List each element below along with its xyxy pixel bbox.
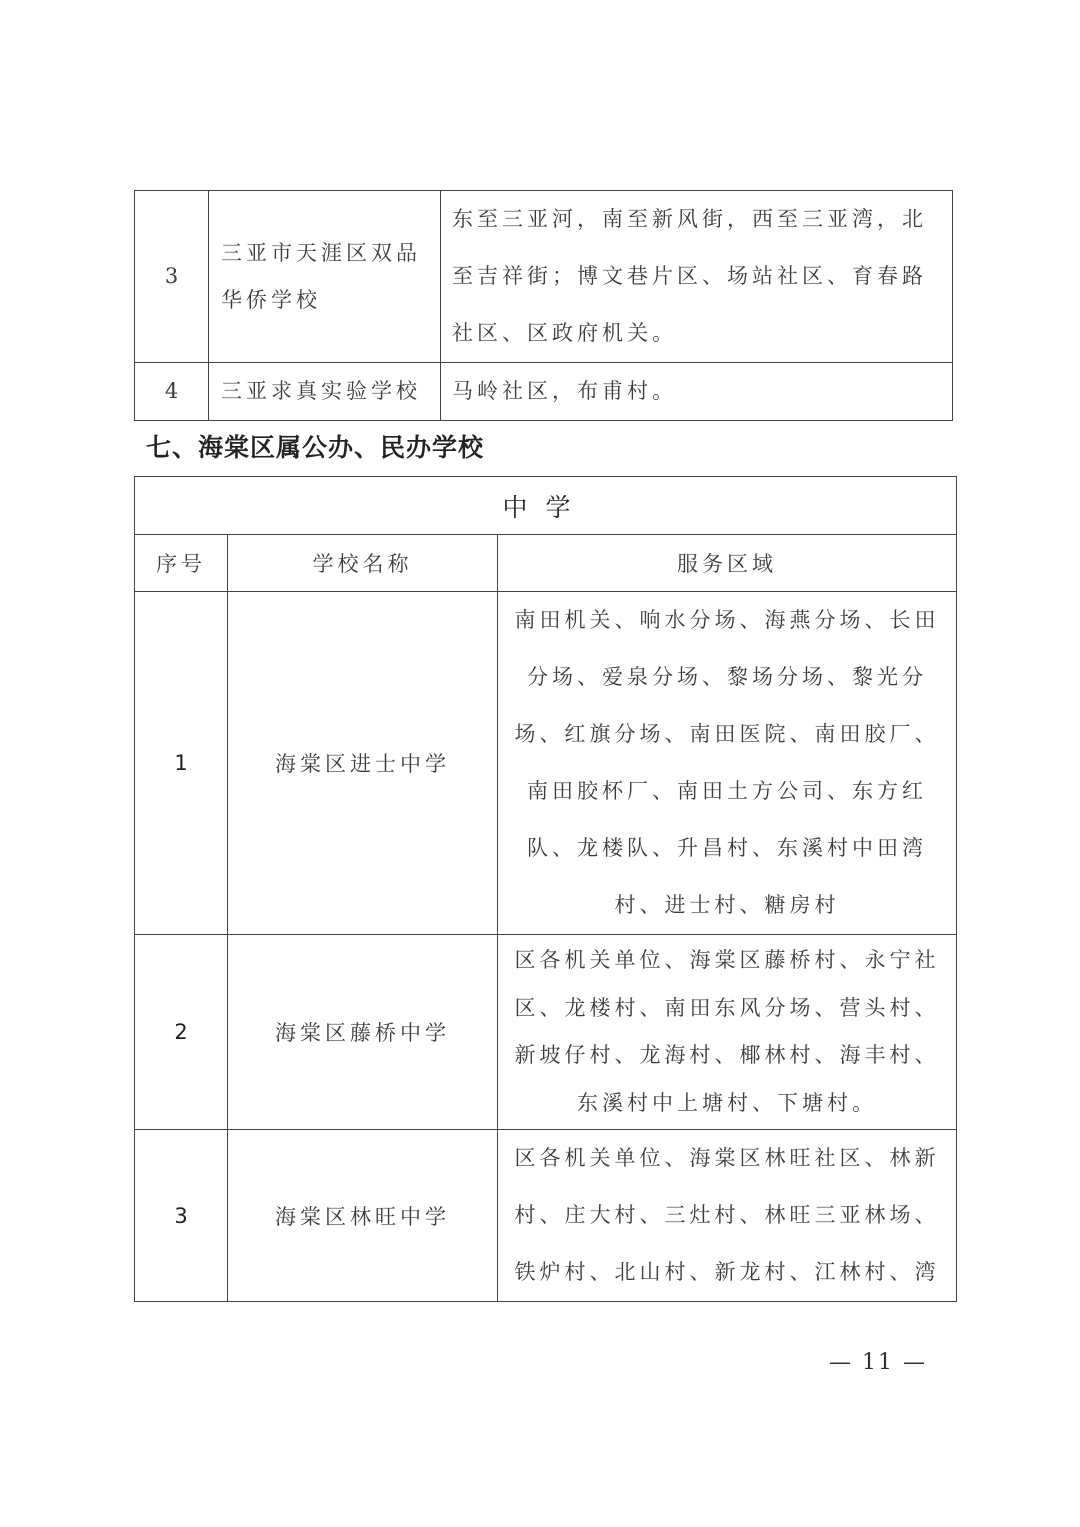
school-name: 三亚求真实验学校 (209, 363, 441, 421)
header-number: 序号 (135, 535, 228, 592)
row-number: 2 (135, 935, 228, 1130)
service-area: 区各机关单位、海棠区林旺社区、林新村、庄大村、三灶村、林旺三亚林场、铁炉村、北山村、新龙村、江林村、湾 (498, 1130, 957, 1302)
service-area: 区各机关单位、海棠区藤桥村、永宁社区、龙楼村、南田东风分场、营头村、新坡仔村、龙海村、椰林村、海丰村、东溪村中上塘村、下塘村。 (498, 935, 957, 1130)
school-name: 海棠区进士中学 (228, 592, 498, 935)
table-header-row (135, 535, 957, 592)
middle-school-service-area-table (134, 476, 957, 1302)
table-row (135, 935, 957, 1130)
service-area: 东至三亚河，南至新风街，西至三亚湾，北至吉祥街；博文巷片区、场站社区、育春路社区、区政府机关。 (441, 191, 953, 363)
school-name: 三亚市天涯区双品华侨学校 (209, 191, 441, 363)
row-number: 1 (135, 592, 228, 935)
table-caption-row (135, 477, 957, 535)
row-number: 3 (135, 191, 209, 363)
table-row (135, 363, 953, 421)
page-number: — 11 — (829, 1350, 927, 1375)
school-name: 海棠区藤桥中学 (228, 935, 498, 1130)
table-row (135, 592, 957, 935)
service-area: 马岭社区，布甫村。 (441, 363, 953, 421)
service-area-table-continued (134, 190, 953, 421)
table-caption: 中学 (135, 477, 957, 535)
section-heading: 七、海棠区属公办、民办学校 (146, 433, 485, 462)
row-number: 3 (135, 1130, 228, 1302)
table-row (135, 191, 953, 363)
row-number: 4 (135, 363, 209, 421)
school-name: 海棠区林旺中学 (228, 1130, 498, 1302)
header-school-name: 学校名称 (228, 535, 498, 592)
service-area: 南田机关、响水分场、海燕分场、长田分场、爱泉分场、黎场分场、黎光分场、红旗分场、南田医院、南田胶厂、南田胶杯厂、南田土方公司、东方红队、龙楼队、升昌村、东溪村中田湾村、进士村、糖房村 (498, 592, 957, 935)
header-service-area: 服务区域 (498, 535, 957, 592)
table-row (135, 1130, 957, 1302)
